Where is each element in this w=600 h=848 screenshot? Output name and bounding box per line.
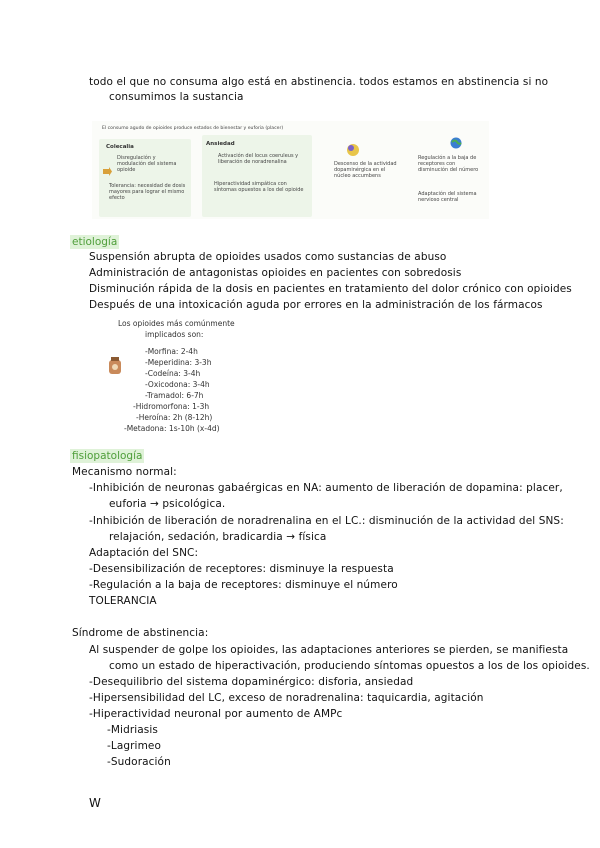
drug-item: -Tramadol: 6-7h: [145, 391, 204, 400]
mecanismo-line-1a: -Inhibición de neuronas gabaérgicas en NA: aumento de liberación de dopamina: placer,: [89, 482, 563, 494]
sindrome-line-2: -Desequilibrio del sistema dopaminérgico: disforia, ansiedad: [89, 676, 414, 688]
sindrome-line-4: -Hiperactividad neuronal por aumento de AMPc: [89, 708, 343, 720]
mecanismo-line-2a: -Inhibición de liberación de noradrenalina en el LC.: disminución de la actividad del SNS:: [89, 515, 564, 527]
mecanismo-normal-label: Mecanismo normal:: [72, 466, 177, 478]
adaptacion-line-2: -Regulación a la baja de receptores: disminuye el número: [89, 579, 398, 591]
drug-item: -Oxicodona: 3-4h: [145, 380, 210, 389]
intro-line-2: consumimos la sustancia: [109, 91, 244, 103]
col-3-text: Descenso de la actividad dopaminérgica en el núcleo accumbens: [334, 161, 397, 179]
mecanismo-line-1b: euforia → psicológica.: [109, 498, 226, 510]
opioid-effects-panel: [92, 121, 489, 219]
sindrome-line-1a: Al suspender de golpe los opioides, las adaptaciones anteriores se pierden, se manifiesta: [89, 644, 569, 656]
drug-item: -Metadona: 1s-10h (x-4d): [124, 424, 220, 433]
card-2-text-1: Activación del locus coeruleus y liberación de noradrenalina: [218, 153, 299, 165]
adaptacion-line-1: -Desensibilización de receptores: disminuye la respuesta: [89, 563, 394, 575]
etiologia-heading: etiología: [72, 236, 118, 248]
sindrome-label: Síndrome de abstinencia:: [72, 627, 209, 639]
drug-item: -Codeína: 3-4h: [145, 369, 201, 378]
drug-item: -Morfina: 2-4h: [145, 347, 198, 356]
footer-mark: W: [89, 796, 101, 810]
tolerancia-label: TOLERANCIA: [89, 595, 157, 607]
panel-col-3: [334, 143, 404, 203]
panel-header: El consumo agudo de opioides produce estados de bienestar y euforia (placer): [102, 126, 284, 131]
panel-card-2: [202, 135, 312, 217]
col-4-text-2: Adaptación del sistema nervioso central: [418, 191, 477, 203]
pill-bottle-icon: [108, 357, 122, 375]
drug-item: -Hidromorfona: 1-3h: [133, 402, 210, 411]
drug-item: -Heroína: 2h (8-12h): [136, 413, 213, 422]
card-1-title: Colecalia: [106, 144, 134, 150]
drug-figure-subtitle: implicados son:: [145, 330, 204, 339]
brain-icon: [346, 143, 360, 157]
card-2-title: Ansiedad: [206, 141, 235, 147]
card-1-text-2: Tolerancia: necesidad de dosis mayores para lograr el mismo efecto: [109, 183, 186, 201]
card-1-text-1: Disregulación y modulación del sistema opioide: [117, 155, 177, 173]
etiologia-item-2: Administración de antagonistas opioides en pacientes con sobredosis: [89, 267, 462, 279]
panel-col-4: [416, 135, 488, 215]
symptom-item: -Sudoración: [107, 756, 171, 768]
arrow-icon: [103, 167, 112, 176]
card-2-text-2: Hiperactividad simpática con síntomas opuestos a los del opioide: [214, 181, 304, 193]
panel-card-1: [99, 139, 191, 217]
fisiopatologia-heading: fisiopatología: [72, 450, 143, 462]
etiologia-item-4: Después de una intoxicación aguda por errores en la administración de los fármacos: [89, 299, 543, 311]
symptom-item: -Midriasis: [107, 724, 158, 736]
etiologia-item-3: Disminución rápida de la dosis en pacientes en tratamiento del dolor crónico con opioides: [89, 283, 572, 295]
drug-figure-title: Los opioides más comúnmente: [118, 319, 235, 328]
globe-icon: [450, 137, 462, 149]
col-4-text-1: Regulación a la baja de receptores con disminución del número: [418, 155, 479, 173]
intro-line-1: todo el que no consuma algo está en abstinencia. todos estamos en abstinencia si no: [89, 76, 549, 88]
symptom-item: -Lagrimeo: [107, 740, 161, 752]
mecanismo-line-2b: relajación, sedación, bradicardia → física: [109, 531, 327, 543]
sindrome-line-1b: como un estado de hiperactivación, produciendo síntomas opuestos a los de los opioides.: [109, 660, 590, 672]
adaptacion-label: Adaptación del SNC:: [89, 547, 199, 559]
drug-item: -Meperidina: 3-3h: [145, 358, 212, 367]
etiologia-item-1: Suspensión abrupta de opioides usados como sustancias de abuso: [89, 251, 447, 263]
sindrome-line-3: -Hipersensibilidad del LC, exceso de noradrenalina: taquicardia, agitación: [89, 692, 484, 704]
